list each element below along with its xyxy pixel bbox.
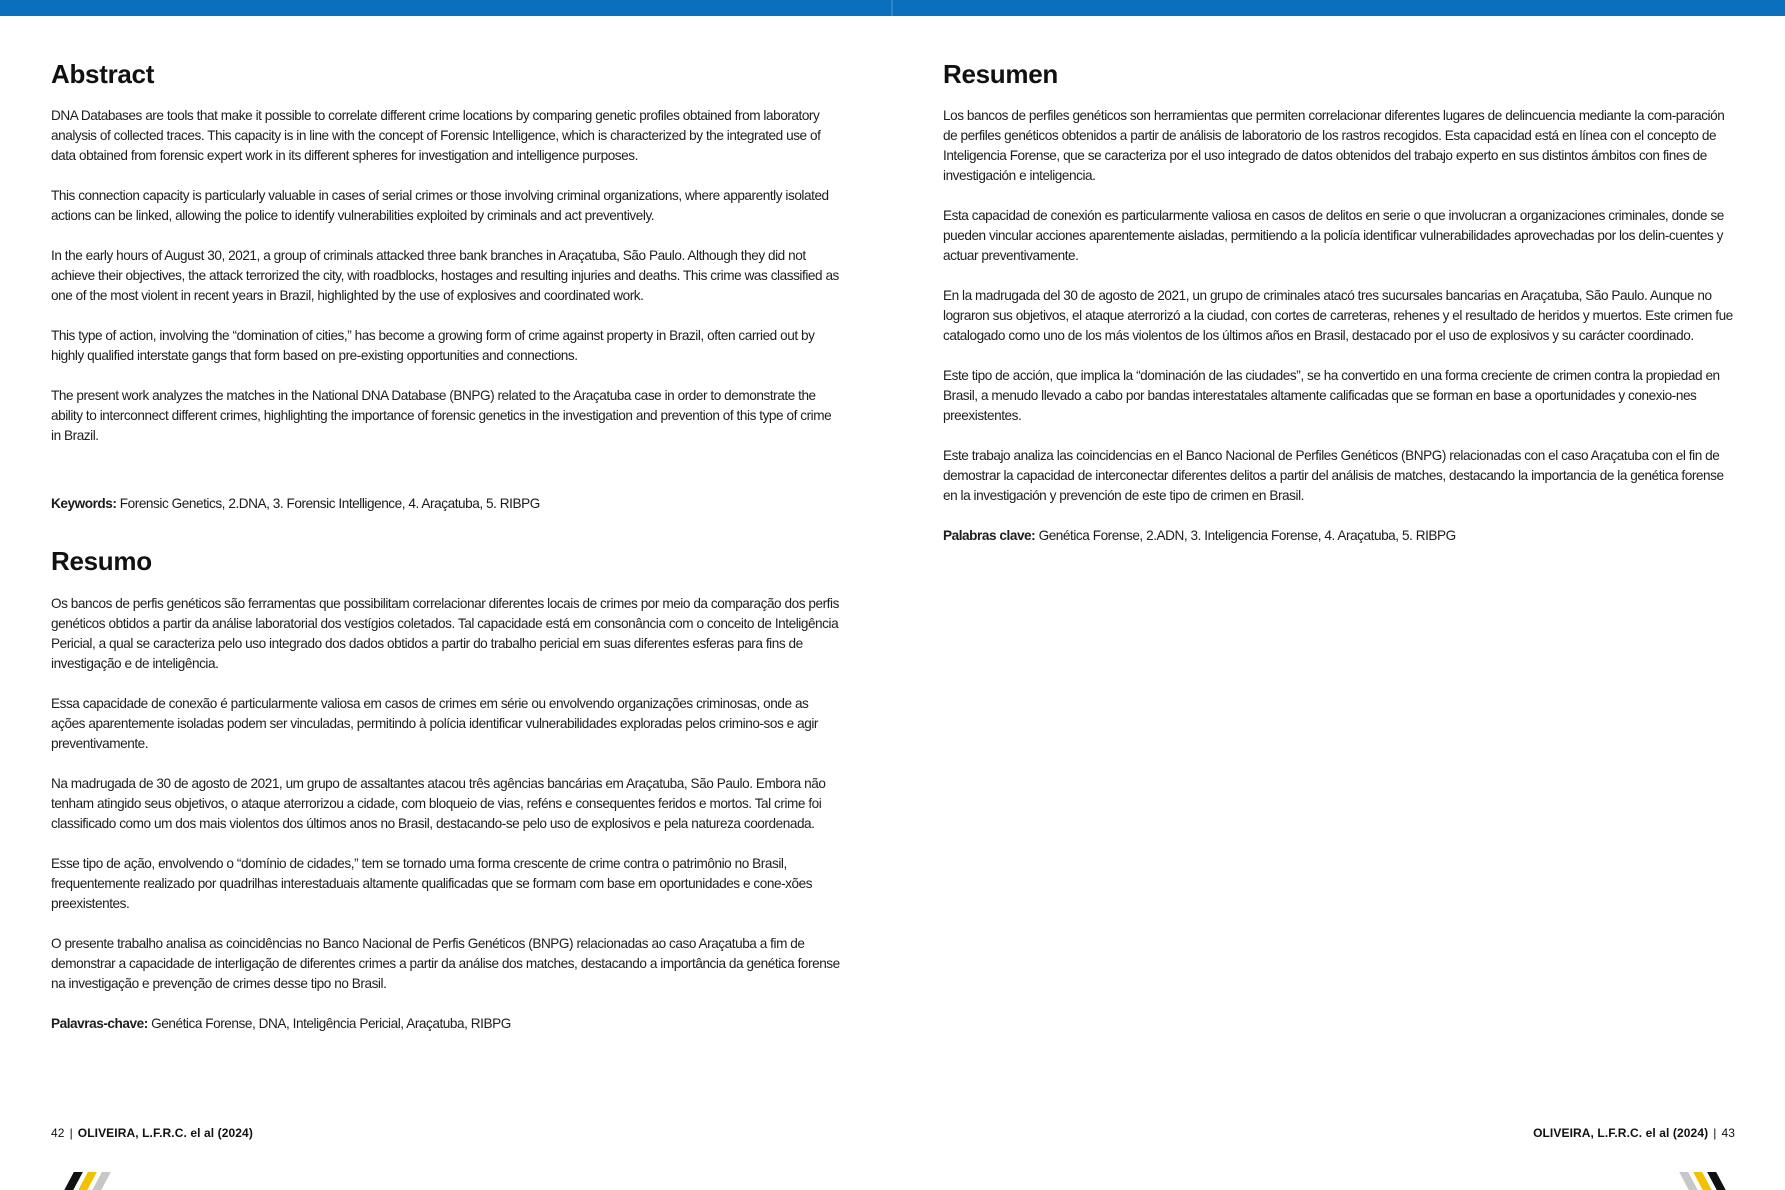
- resumo-keywords: [51, 1014, 843, 1034]
- footer-separator: |: [1713, 1126, 1717, 1140]
- right-page: [893, 0, 1785, 1190]
- resumen-title: Resumen: [943, 59, 1058, 89]
- keywords-label: Keywords:: [51, 496, 117, 511]
- left-page: [0, 0, 892, 1190]
- abstract-title: Abstract: [51, 59, 155, 89]
- keywords-label: Palabras clave:: [943, 528, 1036, 543]
- keywords-label: Palavras-chave:: [51, 1016, 148, 1031]
- resumen-paragraph: En la madrugada del 30 de agosto de 2021, un grupo de criminales atacó tres sucursales bancarias en Araçatuba, São Paulo. Aunque no lograron sus objetivos, el ataque aterrorizó a la ciudad, con cortes de carreteras, rehenes y el resultado de heridos y muertos. Este crimen fue catalogado como uno de los más violentos de los últimos años en Brasil, destacado por el uso de explosivos y su carácter coordinado.: [943, 288, 1733, 343]
- resumen-keywords: [943, 526, 1735, 546]
- keywords-value: Genética Forense, 2.ADN, 3. Inteligencia Forense, 4. Araçatuba, 5. RIBPG: [1038, 528, 1456, 543]
- keywords-value: Forensic Genetics, 2.DNA, 3. Forensic Intelligence, 4. Araçatuba, 5. RIBPG: [119, 496, 540, 511]
- footer-left: [51, 1124, 253, 1142]
- abstract-paragraph: This connection capacity is particularly valuable in cases of serial crimes or those involving criminal organizations, where apparently isolated actions can be linked, allowing the police to identify vulnerabilities exploited by criminals and act preventively.: [51, 188, 829, 223]
- resumo-paragraph: Na madrugada de 30 de agosto de 2021, um grupo de assaltantes atacou três agências bancárias em Araçatuba, São Paulo. Embora não tenham atingido seus objetivos, o ataque aterrorizou a cidade, com bloqueio de vias, reféns e consequentes feridos e mortos. Tal crime foi classificado como um dos mais violentos dos últimos anos no Brasil, destacando-se pelo uso de explosivos e pela natureza coordenada.: [51, 776, 826, 831]
- abstract-paragraph: This type of action, involving the “domination of cities,” has become a growing form of crime against property in Brazil, often carried out by highly qualified interstate gangs that form based on pre-existing opportunities and connections.: [51, 328, 815, 363]
- abstract-keywords: [51, 494, 843, 514]
- abstract-section: [51, 58, 843, 466]
- resumen-paragraph: Esta capacidad de conexión es particularmente valiosa en casos de delitos en serie o que involucran a organizaciones criminales, donde se pueden vincular acciones aparentemente aisladas, permitiendo a la policía identificar vulnerabilidades aprovechadas por los delin-cuentes y actuar preventivamente.: [943, 208, 1724, 263]
- stripes-logo-right: [1675, 1172, 1735, 1190]
- abstract-paragraph: The present work analyzes the matches in the National DNA Database (BNPG) related to the Araçatuba case in order to demonstrate the ability to interconnect different crimes, highlighting the importance of forensic genetics in the investigation and prevention of this type of crime in Brazil.: [51, 388, 832, 443]
- resumo-section: [51, 545, 843, 1054]
- footer-separator: |: [69, 1126, 73, 1140]
- citation: OLIVEIRA, L.F.R.C. el al (2024): [77, 1126, 253, 1140]
- resumo-title: Resumo: [51, 546, 152, 576]
- stripes-logo-left: [60, 1172, 120, 1190]
- page-number: 43: [1721, 1126, 1735, 1140]
- resumo-body: [51, 594, 843, 1034]
- resumo-paragraph: O presente trabalho analisa as coincidências no Banco Nacional de Perfis Genéticos (BNPG) relacionadas ao caso Araçatuba a fim de demonstrar a capacidade de interligação de diferentes crimes a partir da análise dos matches, destacando a importância da genética forense na investigação e prevenção de crimes desse tipo no Brasil.: [51, 936, 840, 991]
- keywords-value: Genética Forense, DNA, Inteligência Pericial, Araçatuba, RIBPG: [151, 1016, 511, 1031]
- abstract-paragraph: In the early hours of August 30, 2021, a group of criminals attacked three bank branches in Araçatuba, São Paulo. Although they did not achieve their objectives, the attack terrorized the city, with roadblocks, hostages and resulting injuries and deaths. This crime was classified as one of the most violent in recent years in Brazil, highlighted by the use of explosives and coordinated work.: [51, 248, 839, 303]
- resumen-body: [943, 106, 1735, 546]
- page-number: 42: [51, 1126, 65, 1140]
- resumo-paragraph: Esse tipo de ação, envolvendo o “domínio de cidades,” tem se tornado uma forma crescente de crime contra o patrimônio no Brasil, frequentemente realizado por quadrilhas interestaduais altamente qualificadas que se formam com base em oportunidades e cone-xões preexistentes.: [51, 856, 813, 911]
- resumo-paragraph: Essa capacidade de conexão é particularmente valiosa em casos de crimes em série ou envolvendo organizações criminosas, onde as ações aparentemente isoladas podem ser vinculadas, permitindo à polícia identificar vulnerabilidades exploradas pelos crimino-sos e agir preventivamente.: [51, 696, 818, 751]
- citation: OLIVEIRA, L.F.R.C. el al (2024): [1533, 1126, 1709, 1140]
- resumo-paragraph: Os bancos de perfis genéticos são ferramentas que possibilitam correlacionar diferentes locais de crimes por meio da comparação dos perfis genéticos obtidos a partir da análise laboratorial dos vestígios coletados. Tal capacidade está em consonância com o conceito de Inteligência Pericial, a qual se caracteriza pelo uso integrado dos dados obtidos a partir do trabalho pericial em suas diferentes esferas para fins de investigação e de inteligência.: [51, 596, 839, 671]
- footer-right: [1533, 1124, 1735, 1142]
- resumen-paragraph: Este tipo de acción, que implica la “dominación de las ciudades”, se ha convertido en una forma creciente de crimen contra la propiedad en Brasil, a menudo llevado a cabo por bandas interestatales altamente calificadas que se forman en base a oportunidades y conexio-nes preexistentes.: [943, 368, 1720, 423]
- abstract-paragraph: DNA Databases are tools that make it possible to correlate different crime locations by comparing genetic profiles obtained from laboratory analysis of collected traces. This capacity is in line with the concept of Forensic Intelligence, which is characterized by the integrated use of data obtained from forensic expert work in its different spheres for investigation and intelligence purposes.: [51, 108, 821, 163]
- resumen-section: [943, 58, 1735, 566]
- resumen-paragraph: Los bancos de perfiles genéticos son herramientas que permiten correlacionar diferentes lugares de delincuencia mediante la com-paración de perfiles genéticos obtenidos a partir de análisis de laboratorio de los rastros recogidos. Esta capacidad está en línea con el concepto de Inteligencia Forense, que se caracteriza por el uso integrado de datos obtenidos del trabajo experto en sus distintos ámbitos con fines de investigación e inteligencia.: [943, 108, 1725, 183]
- abstract-body: [51, 106, 843, 446]
- resumen-paragraph: Este trabajo analiza las coincidencias en el Banco Nacional de Perfiles Genéticos (BNPG) relacionadas con el caso Araçatuba con el fin de demostrar la capacidad de interconectar diferentes delitos a partir del análisis de matches, destacando la importancia de la genética forense en la investigación y prevención de este tipo de crimen en Brasil.: [943, 448, 1724, 503]
